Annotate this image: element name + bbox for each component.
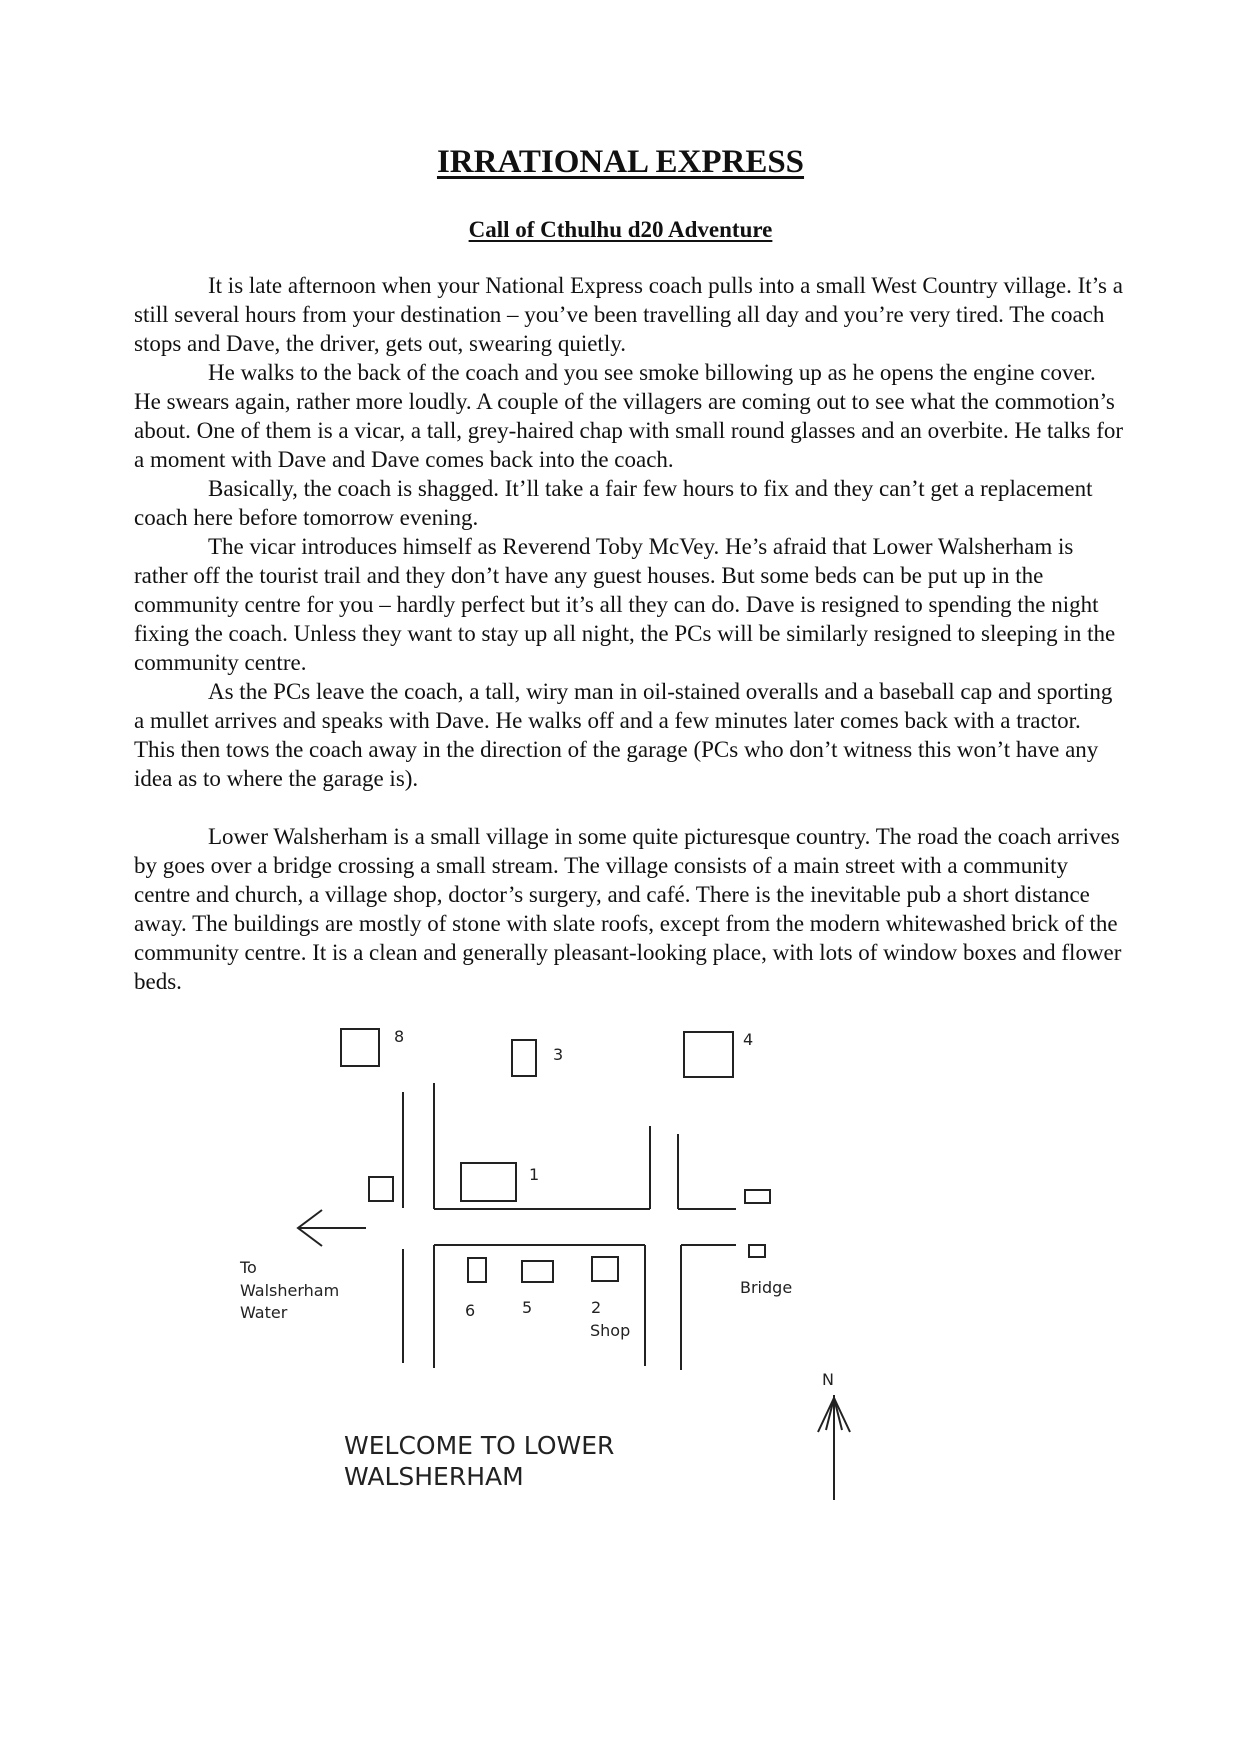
label-bridge: Bridge bbox=[740, 1278, 793, 1297]
label-to-line-3: Water bbox=[240, 1303, 288, 1322]
document-body bbox=[134, 271, 1124, 996]
label-to-line-2: Walsherham bbox=[240, 1281, 340, 1300]
paragraph: As the PCs leave the coach, a tall, wiry man in oil-stained overalls and a baseball cap and sporting a mullet arrives and speaks with Dave. He walks off and a few minutes later comes back with a tractor. This then tows the coach away in the direction of the garage (PCs who don’t witness this won’t have any idea as to where the garage is). bbox=[134, 679, 1113, 791]
welcome-line-2: WALSHERHAM bbox=[344, 1462, 524, 1491]
building-3-shape bbox=[512, 1040, 536, 1076]
label-building-3: 3 bbox=[553, 1045, 564, 1064]
north-arrow-inner bbox=[834, 1398, 842, 1430]
label-building-6: 6 bbox=[465, 1301, 476, 1320]
label-north: N bbox=[822, 1370, 834, 1389]
building-6-shape bbox=[468, 1258, 486, 1282]
label-building-2: 2 bbox=[591, 1298, 602, 1317]
paragraph: It is late afternoon when your National Express coach pulls into a small West Country village. It’s a still several hours from your destination – you’ve been travelling all day and you’re very tired. The coach stops and Dave, the driver, gets out, swearing quietly. bbox=[134, 273, 1123, 356]
label-building-8: 8 bbox=[394, 1027, 405, 1046]
bridge-south-shape bbox=[749, 1245, 765, 1257]
building-1-shape bbox=[461, 1163, 516, 1201]
building-2-shape bbox=[592, 1257, 618, 1281]
label-to-line-1: To bbox=[240, 1258, 257, 1277]
paragraph: Lower Walsherham is a small village in some quite picturesque country. The road the coach arrives by goes over a bridge crossing a small stream. The village consists of a main street with a community centre and church, a village shop, doctor’s surgery, and café. There is the inevitable pub a short distance away. The buildings are mostly of stone with slate roofs, except from the modern whitewashed brick of the community centre. It is a clean and generally pleasant-looking place, with lots of window boxes and flower beds. bbox=[134, 824, 1122, 994]
building-west-shape bbox=[369, 1177, 393, 1201]
document-subtitle: Call of Cthulhu d20 Adventure bbox=[468, 217, 773, 242]
building-4-shape bbox=[684, 1032, 733, 1077]
document-title: IRRATIONAL EXPRESS bbox=[436, 144, 805, 180]
label-building-1: 1 bbox=[529, 1165, 540, 1184]
label-building-4: 4 bbox=[743, 1030, 754, 1049]
west-arrow-head bbox=[298, 1210, 322, 1246]
paragraph: Basically, the coach is shagged. It’ll take a fair few hours to fix and they can’t get a replacement coach here before tomorrow evening. bbox=[134, 476, 1093, 530]
label-building-5: 5 bbox=[522, 1298, 533, 1317]
label-shop: Shop bbox=[590, 1321, 631, 1340]
north-arrow-inner bbox=[826, 1398, 834, 1430]
welcome-line-1: WELCOME TO LOWER bbox=[344, 1431, 615, 1460]
paragraph: He walks to the back of the coach and you see smoke billowing up as he opens the engine cover. He swears again, rather more loudly. A couple of the villagers are coming out to see what the commotion’s about. One of them is a vicar, a tall, grey-haired chap with small round glasses and an overbite. He talks for a moment with Dave and Dave comes back into the coach. bbox=[134, 360, 1124, 472]
building-8-shape bbox=[341, 1029, 379, 1066]
building-5-shape bbox=[522, 1261, 553, 1282]
bridge-north-shape bbox=[745, 1190, 770, 1203]
paragraph: The vicar introduces himself as Reverend Toby McVey. He’s afraid that Lower Walsherham is rather off the tourist trail and they don’t have any guest houses. But some beds can be put up in the community centre for you – hardly perfect but it’s all they can do. Dave is resigned to spending the night fixing the coach. Unless they want to stay up all night, the PCs will be similarly resigned to sleeping in the community centre. bbox=[134, 534, 1116, 675]
north-arrow-head bbox=[818, 1398, 850, 1432]
